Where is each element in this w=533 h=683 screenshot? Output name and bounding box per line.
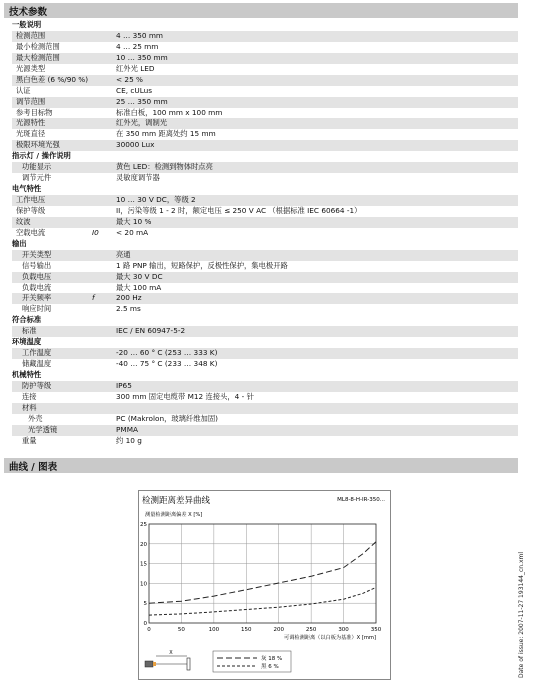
spec-value: -20 … 60 ° C (253 … 333 K) [116, 348, 218, 358]
spec-row [12, 403, 518, 414]
spec-value: II，污染等级 1 - 2 时，额定电压 ≤ 250 V AC （根据标准 IEC 60664 -1） [116, 205, 362, 215]
spec-label: 连接 [22, 391, 37, 401]
chart-y-tick-label: 0 [143, 621, 147, 627]
spec-value: 亮通 [116, 249, 131, 259]
spec-value: 10 … 30 V DC，等级 2 [116, 195, 196, 204]
spec-category-label: 环境温度 [12, 337, 42, 347]
spec-value: 灵敏度调节器 [116, 173, 160, 183]
spec-value: 标准白板，100 mm x 100 mm [116, 107, 223, 117]
spec-category-row [12, 20, 518, 31]
chart-x-tick-label: 50 [177, 627, 185, 633]
legend-label: 黑 6 % [261, 664, 279, 670]
spec-row [12, 64, 518, 75]
spec-category-row [12, 370, 518, 381]
spec-value: PMMA [116, 424, 138, 434]
chart-x-tick-label: 350 [370, 627, 382, 633]
spec-label: 空载电流 [16, 227, 46, 237]
spec-label: 负载电流 [22, 282, 52, 292]
spec-label: 光源特性 [16, 118, 46, 128]
spec-table [12, 20, 518, 447]
spec-row [12, 304, 518, 315]
spec-value: PC (Makrolon，玻璃纤维加固) [116, 413, 218, 423]
spec-row [12, 414, 518, 425]
chart-x-tick-label: 0 [147, 627, 151, 633]
spec-label: 光斑直径 [16, 129, 46, 139]
spec-label: 认证 [16, 85, 31, 95]
spec-value: 红外光 LED [116, 63, 155, 73]
spec-label: 储藏温度 [22, 359, 52, 369]
chart-y-tick-label: 10 [140, 581, 147, 588]
spec-label: 调节元件 [22, 173, 52, 183]
spec-label: 黑白色差 (6 %/90 %) [16, 74, 89, 84]
spec-row [12, 272, 518, 283]
spec-value: IEC / EN 60947-5-2 [116, 326, 186, 336]
spec-symbol: f [92, 293, 95, 303]
spec-value: 红外光，调制光 [116, 118, 168, 128]
spec-row [12, 42, 518, 53]
spec-label: 开关频率 [22, 293, 52, 303]
spec-label: 工作电压 [16, 195, 46, 204]
spec-section-title: 技术参数 [9, 7, 48, 18]
spec-value: 最大 30 V DC [116, 271, 163, 281]
spec-label: 开关类型 [22, 249, 52, 259]
spec-label: 外壳 [28, 413, 43, 423]
spec-row [12, 129, 518, 140]
spec-category-row [12, 239, 518, 250]
spec-row [12, 108, 518, 119]
spec-row [12, 97, 518, 108]
spec-value: 4 … 25 mm [116, 41, 159, 51]
spec-row [12, 425, 518, 436]
spec-value: IP65 [116, 380, 132, 390]
diagram-x-label: X [169, 650, 173, 656]
spec-value: 在 350 mm 距离处约 15 mm [116, 129, 216, 139]
chart-y-tick-label: 20 [140, 541, 147, 548]
spec-label: 负载电压 [22, 271, 52, 281]
chart-plot-area [149, 524, 376, 623]
spec-label: 信号输出 [22, 260, 52, 270]
spec-value: CE, cULus [116, 85, 153, 95]
spec-row [12, 348, 518, 359]
curve-section-header [4, 458, 518, 473]
chart-y-tick-label: 25 [140, 522, 147, 528]
spec-value: 约 10 g [116, 435, 142, 445]
spec-label: 极限环境光强 [16, 140, 60, 150]
chart-y-tick-label: 5 [143, 601, 147, 608]
spec-row [12, 359, 518, 370]
spec-label: 保护等级 [16, 205, 46, 215]
spec-value: 黄色 LED：检测到物体时点亮 [116, 162, 213, 172]
spec-row [12, 392, 518, 403]
spec-value: 最大 10 % [116, 216, 152, 226]
spec-label: 最小检测范围 [16, 41, 60, 51]
chart-series-line [149, 587, 376, 615]
spec-row [12, 228, 518, 239]
chart-title: 检测距离差异曲线 [142, 496, 211, 506]
spec-label: 检测范围 [16, 30, 46, 40]
spec-label: 功能显示 [22, 162, 52, 172]
spec-category-row [12, 151, 518, 162]
spec-row [12, 31, 518, 42]
chart-x-axis-label: 可调检测距离（以白板为基准）X [mm] [284, 635, 376, 641]
chart-x-tick-label: 300 [338, 627, 349, 633]
spec-row [12, 250, 518, 261]
spec-label: 工作温度 [22, 348, 52, 358]
spec-value: 2.5 ms [116, 304, 141, 314]
spec-value: 300 mm 固定电缆带 M12 连接头，4 - 针 [116, 391, 254, 401]
chart-x-tick-label: 150 [241, 627, 252, 633]
spec-row [12, 217, 518, 228]
spec-row [12, 293, 518, 304]
spec-category-label: 指示灯 / 操作说明 [12, 151, 71, 161]
spec-label: 重量 [22, 435, 37, 445]
spec-row [12, 326, 518, 337]
spec-category-label: 一般说明 [12, 20, 42, 29]
spec-row [12, 75, 518, 86]
spec-row [12, 381, 518, 392]
chart-x-tick-label: 200 [273, 627, 284, 633]
chart-frame [138, 490, 391, 680]
spec-row [12, 53, 518, 64]
sensor-led-icon [153, 662, 156, 666]
spec-value: -40 … 75 ° C (233 … 348 K) [116, 359, 218, 369]
chart-model-label: ML8-8-H-IR-350... [337, 497, 385, 503]
spec-label: 标准 [22, 326, 37, 336]
chart-y-tick-label: 15 [140, 561, 147, 568]
spec-value: 1 路 PNP 输出，短路保护，反极性保护，集电极开路 [116, 260, 288, 270]
spec-row [12, 261, 518, 272]
spec-category-row [12, 184, 518, 195]
spec-label: 纹波 [16, 216, 31, 226]
spec-value: 10 … 350 mm [116, 52, 168, 62]
spec-label: 参考目标物 [16, 107, 53, 117]
spec-value: 最大 100 mA [116, 282, 162, 292]
spec-category-label: 符合标准 [12, 315, 42, 325]
spec-category-label: 机械特性 [12, 370, 42, 379]
chart-x-tick-label: 100 [208, 627, 220, 633]
spec-value: < 20 mA [116, 227, 149, 237]
spec-label: 材料 [22, 402, 37, 412]
spec-row [12, 118, 518, 129]
spec-value: 25 … 350 mm [116, 96, 168, 106]
spec-row [12, 162, 518, 173]
chart-y-axis-label: 测量检测距离偏差 X [%] [145, 512, 203, 518]
legend-label: 灰 18 % [261, 656, 283, 662]
spec-value: < 25 % [116, 74, 143, 84]
spec-label: 调节范围 [16, 96, 46, 106]
sensor-diagram-icon [145, 661, 153, 667]
spec-label: 防护等级 [22, 380, 52, 390]
spec-row [12, 206, 518, 217]
spec-value: 4 … 350 mm [116, 30, 164, 40]
curve-section-title: 曲线 / 图表 [9, 462, 58, 473]
spec-label: 光源类型 [16, 63, 46, 73]
spec-value: 30000 Lux [116, 140, 155, 150]
spec-category-row [12, 315, 518, 326]
spec-label: 响应时间 [22, 304, 52, 314]
spec-label: 光学透镜 [28, 424, 58, 434]
spec-label: 最大检测范围 [16, 52, 60, 62]
spec-category-row [12, 337, 518, 348]
spec-row [12, 173, 518, 184]
spec-section-header [4, 3, 518, 18]
spec-row [12, 283, 518, 294]
chart-x-tick-label: 250 [305, 627, 317, 633]
spec-symbol: I0 [92, 227, 99, 237]
spec-category-label: 输出 [12, 238, 27, 248]
spec-category-label: 电气特性 [12, 184, 42, 194]
issue-date-text: Date of issue: 2007-11-27 193144_cn.xml [518, 551, 525, 678]
spec-row [12, 436, 518, 447]
deviation-chart [139, 491, 390, 679]
spec-row [12, 195, 518, 206]
target-icon [187, 658, 190, 670]
spec-value: 200 Hz [116, 293, 142, 303]
chart-series-line [149, 542, 376, 603]
spec-row [12, 86, 518, 97]
spec-row [12, 140, 518, 151]
